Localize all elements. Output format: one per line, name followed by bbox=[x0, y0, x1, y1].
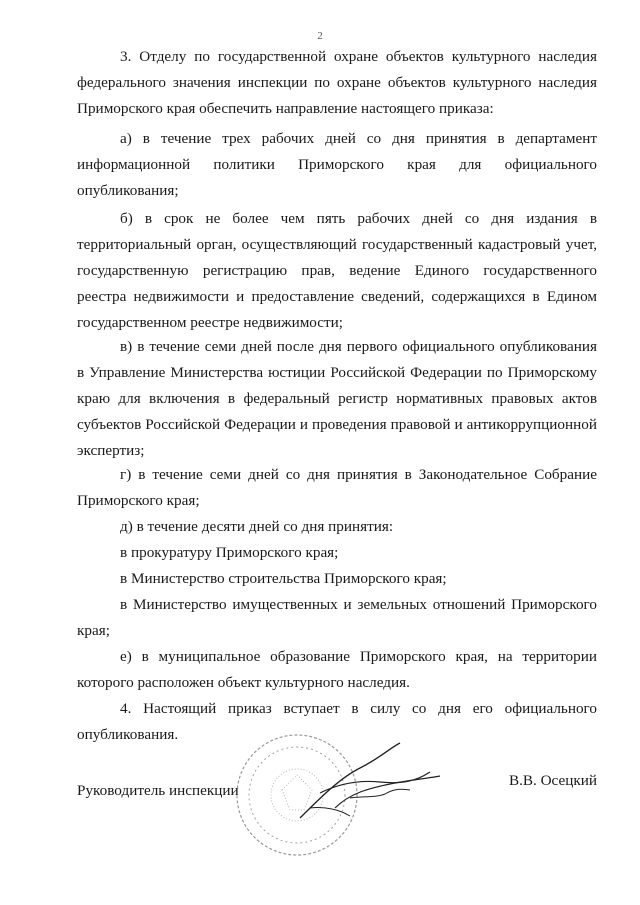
signature-block bbox=[0, 770, 640, 860]
paragraph-3b: б) в срок не более чем пять рабочих дней со дня издания в территориальный орган, осуществляющий государственный кадастровый учет, государственную регистрацию прав, ведение Единого государственного реестра недвижимости и предоставление сведений, содержащихся в Едином государственном реестре недвижимости; bbox=[77, 210, 597, 331]
paragraph-3v: в) в течение семи дней после дня первого официального опубликования в Управление Министерства юстиции Российской Федерации по Приморскому краю для включения в федеральный регистр нормативных правовых актов субъектов Российской Федерации и проведения правовой и антикоррупционной экспертиз; bbox=[77, 338, 597, 459]
paragraph-3a: а) в течение трех рабочих дней со дня принятия в департамент информационной политики Приморского края для официального опубликования; bbox=[77, 130, 597, 199]
paragraph-3g: г) в течение семи дней со дня принятия в Законодательное Собрание Приморского края; bbox=[77, 466, 597, 509]
paragraph-3d-2: в Министерство строительства Приморского края; bbox=[120, 570, 447, 587]
paragraph-3d: д) в течение десяти дней со дня принятия: bbox=[120, 518, 394, 535]
signatory-position: Руководитель инспекции bbox=[77, 782, 239, 799]
signatory-name: В.В. Осецкий bbox=[508, 772, 597, 789]
paragraph-4: 4. Настоящий приказ вступает в силу со дня его официального опубликования. bbox=[77, 700, 597, 743]
page-number: 2 bbox=[317, 30, 323, 42]
paragraph-3: 3. Отделу по государственной охране объектов культурного наследия федерального значения инспекции по охране объектов культурного наследия Приморского края обеспечить направление настоящего приказа: bbox=[77, 48, 597, 117]
paragraph-3e: е) в муниципальное образование Приморского края, на территории которого расположен объект культурного наследия. bbox=[77, 648, 597, 691]
paragraph-3d-1: в прокуратуру Приморского края; bbox=[120, 544, 339, 561]
paragraph-3d-3: в Министерство имущественных и земельных отношений Приморского края; bbox=[77, 596, 597, 639]
